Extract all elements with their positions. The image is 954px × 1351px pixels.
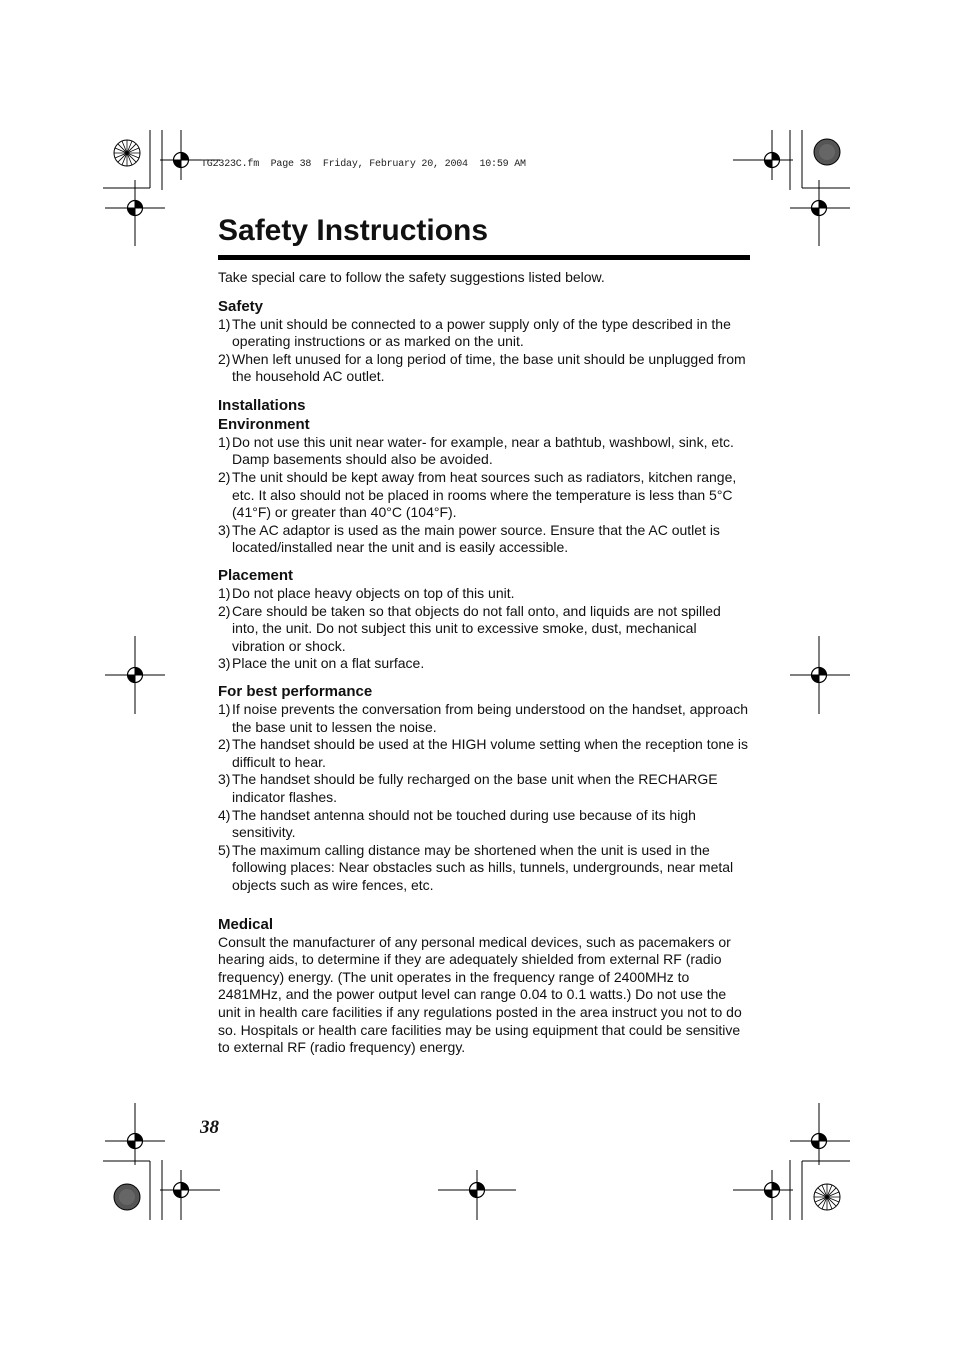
placement-heading: Placement bbox=[218, 567, 294, 585]
list-item: 5) The maximum calling distance may be shortened when the unit is used in the following places: Near obstacles such as hills, tunnels, undergrounds, near metal objects such as wire fences, etc. bbox=[218, 841, 734, 893]
environment-list bbox=[218, 434, 750, 557]
list-item: 3) The handset should be fully recharged on the base unit when the RECHARGE indicator flashes. bbox=[218, 771, 718, 805]
file-header-meta: TG2323C.fm Page 38 Friday, February 20, 2004 10:59 AM bbox=[201, 159, 526, 170]
list-item: 1) The unit should be connected to a power supply only of the type described in the operating instructions or as marked on the unit. bbox=[218, 315, 731, 350]
list-item: 1) Do not place heavy objects on top of this unit. bbox=[218, 585, 515, 602]
performance-heading: For best performance bbox=[218, 683, 373, 700]
list-item: 3) Place the unit on a flat surface. bbox=[218, 655, 425, 672]
list-item: 1) Do not use this unit near water- for example, near a bathtub, washbowl, sink, etc. Damp basements should also be avoided. bbox=[218, 433, 734, 468]
list-item: 2) Care should be taken so that objects do not fall onto, and liquids are not spilled into, the unit. Do not subject this unit to excessive smoke, dust, mechanical vibration or shock. bbox=[218, 602, 721, 654]
performance-list bbox=[218, 701, 750, 895]
title-rule bbox=[218, 255, 750, 260]
environment-heading: Environment bbox=[218, 415, 310, 433]
list-item: 2) The unit should be kept away from heat sources such as radiators, kitchen range, etc. It also should not be placed in rooms where the temperature is less than 5°C (41°F) or greater than 40°C (104°F). bbox=[218, 469, 737, 521]
intro-text: Take special care to follow the safety suggestions listed below. bbox=[218, 269, 605, 285]
list-item: 2) When left unused for a long period of time, the base unit should be unplugged from the household AC outlet. bbox=[218, 350, 746, 385]
medical-heading: Medical bbox=[218, 915, 274, 933]
list-item: 3) The AC adaptor is used as the main power source. Ensure that the AC outlet is located/installed near the unit and is easily accessible. bbox=[218, 521, 720, 556]
page-number: 38 bbox=[200, 1117, 219, 1138]
list-item: 1) If noise prevents the conversation from being understood on the handset, approach the base unit to lessen the noise. bbox=[218, 701, 749, 735]
placement-list bbox=[218, 585, 750, 673]
list-item: 2) The handset should be used at the HIGH volume setting when the reception tone is difficult to hear. bbox=[218, 736, 748, 770]
page-content bbox=[218, 212, 750, 1057]
safety-list bbox=[218, 316, 750, 386]
list-item: 4) The handset antenna should not be touched during use because of its high sensitivity. bbox=[218, 806, 696, 841]
page-title: Safety Instructions bbox=[218, 214, 489, 247]
safety-heading: Safety bbox=[218, 297, 264, 315]
installations-heading: Installations bbox=[218, 396, 306, 414]
medical-text: Consult the manufacturer of any personal medical devices, such as pacemakers or hearing aids, to determine if they are adequately shielded from external RF (radio frequency) energy. (The unit operates in the frequency range of 2400MHz to 2481MHz, and the power output level can range 0.04 to 0.1 watts.) Do not use the unit in health care facilities if any regulations posted in the area instruct you not to do so. Hospitals or health care facilities may be using equipment that could be sensitive to external RF (radio frequency) energy. bbox=[218, 933, 742, 1056]
